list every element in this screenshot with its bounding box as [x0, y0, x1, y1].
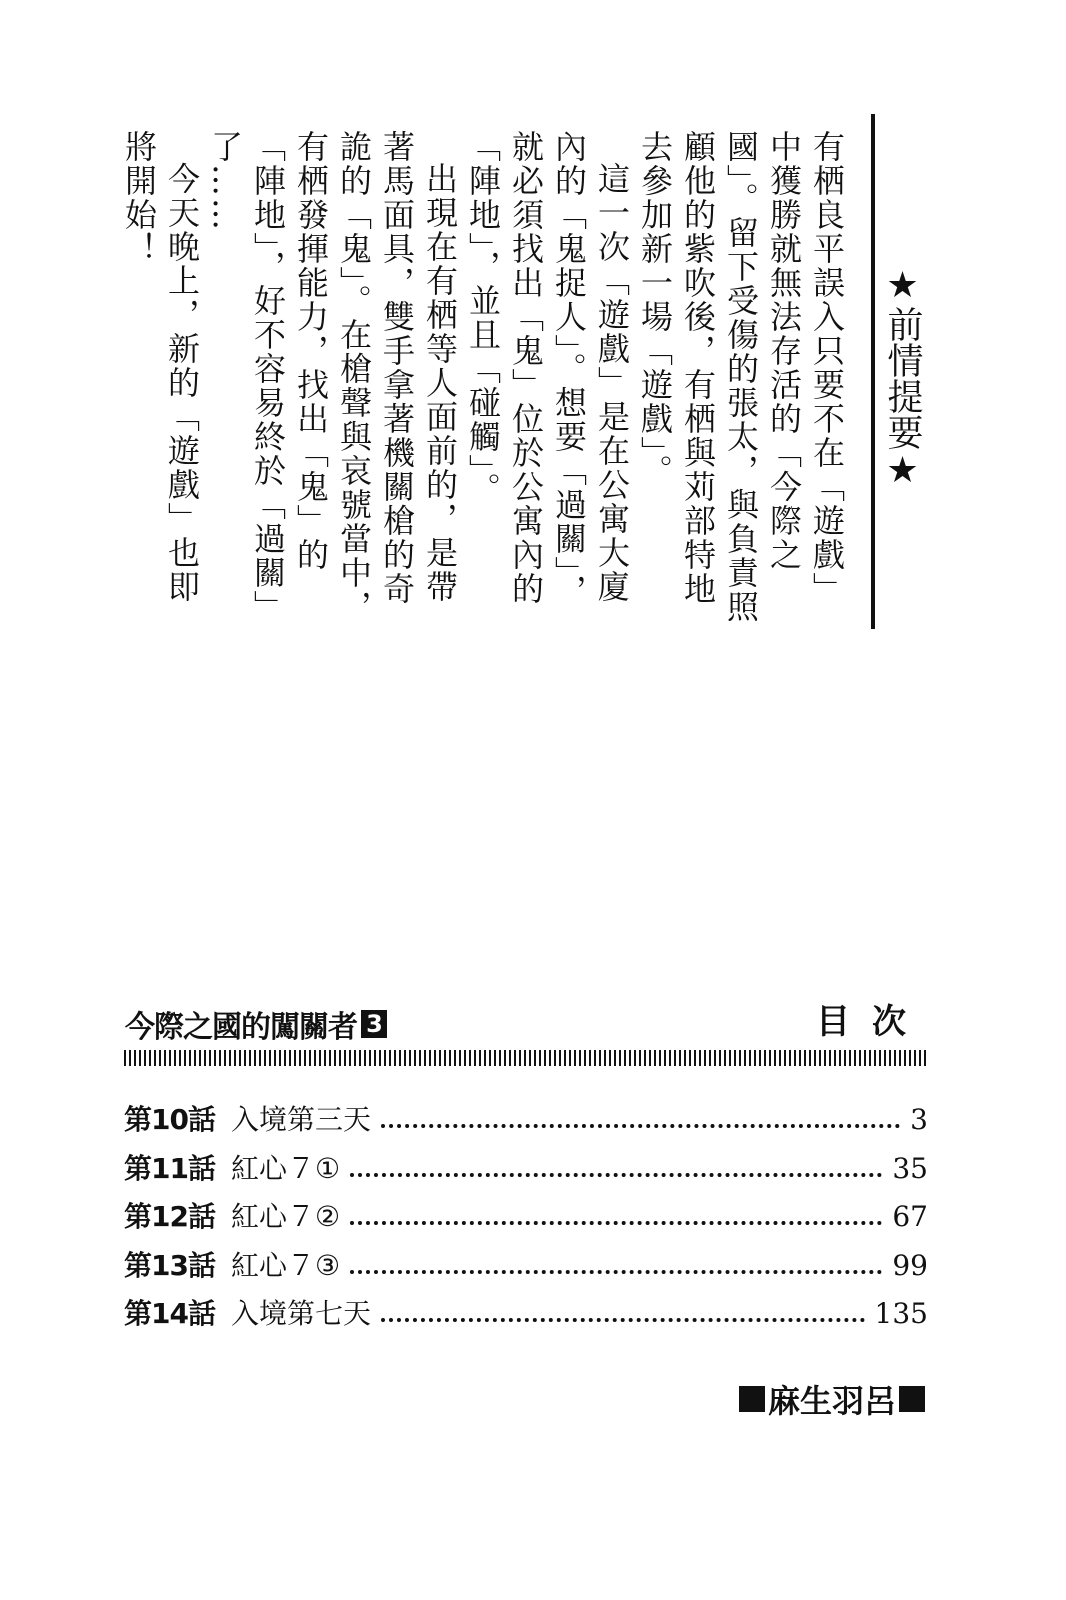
synopsis-divider — [871, 114, 875, 629]
author-credit — [736, 1376, 928, 1422]
book-title — [125, 1002, 387, 1046]
square-ornament-icon — [899, 1386, 925, 1412]
toc-header: 目次 — [816, 1002, 928, 1042]
author-name: 麻生羽呂 — [767, 1382, 896, 1420]
chapter-number: 第10話 — [124, 1103, 215, 1136]
chapter-title: 紅心７③ — [230, 1248, 341, 1282]
dot-leader — [350, 1221, 882, 1225]
chapter-number: 第11話 — [124, 1151, 215, 1185]
volume-badge: 3 — [361, 1010, 387, 1038]
dot-leader — [381, 1318, 865, 1322]
synopsis-paragraph: 出現在有栖等人面前的，是帶著馬面具，雙手拿著機關槍的奇詭的「鬼」。在槍聲與哀號當中，有栖發揮能力，找出「鬼」的「陣地」，好不容易終於「過關」了…… — [206, 130, 459, 624]
chapter-number: 第12話 — [124, 1200, 215, 1233]
dot-leader — [350, 1270, 882, 1274]
toc-entry[interactable] — [124, 1147, 928, 1196]
toc-entry[interactable] — [124, 1098, 928, 1147]
toc-entry[interactable] — [124, 1292, 928, 1341]
chapter-page: 135 — [874, 1297, 928, 1330]
synopsis-heading: ★前情提要★ — [882, 265, 923, 491]
chapter-page: 67 — [892, 1200, 928, 1233]
square-ornament-icon — [739, 1386, 765, 1412]
synopsis-paragraph: 今天晚上，新的「遊戲」也即將開始！ — [120, 130, 201, 604]
chapter-page: 3 — [910, 1103, 928, 1136]
chapter-title: 入境第七天 — [230, 1297, 371, 1330]
chapter-page: 35 — [892, 1151, 928, 1185]
toc-entry[interactable] — [124, 1195, 928, 1244]
toc-entry[interactable] — [124, 1244, 928, 1293]
dot-leader — [381, 1124, 900, 1128]
synopsis-paragraph: 這一次「遊戲」是在公寓大廈內的「鬼捉人」。想要「過關」，就必須找出「鬼」位於公寓內的「陣地」，並且「碰觸」。 — [464, 130, 631, 608]
decorative-barcode-rule — [124, 1050, 928, 1066]
chapter-number: 第13話 — [124, 1248, 215, 1282]
chapter-title: 入境第三天 — [230, 1103, 371, 1136]
chapter-title: 紅心７② — [230, 1200, 341, 1233]
chapter-page: 99 — [892, 1248, 928, 1282]
chapter-title: 紅心７① — [230, 1151, 341, 1185]
toc-list — [124, 1098, 928, 1341]
synopsis-paragraph: 有栖良平誤入只要不在「遊戲」中獲勝就無法存活的「今際之國」。留下受傷的張太，與負責照顧他的紫吹後，有栖與苅部特地去參加新一場「遊戲」。 — [636, 130, 846, 624]
book-title-text: 今際之國的闖關者 — [125, 1010, 357, 1045]
dot-leader — [350, 1173, 882, 1177]
chapter-number: 第14話 — [124, 1297, 215, 1330]
synopsis-body — [117, 130, 848, 630]
